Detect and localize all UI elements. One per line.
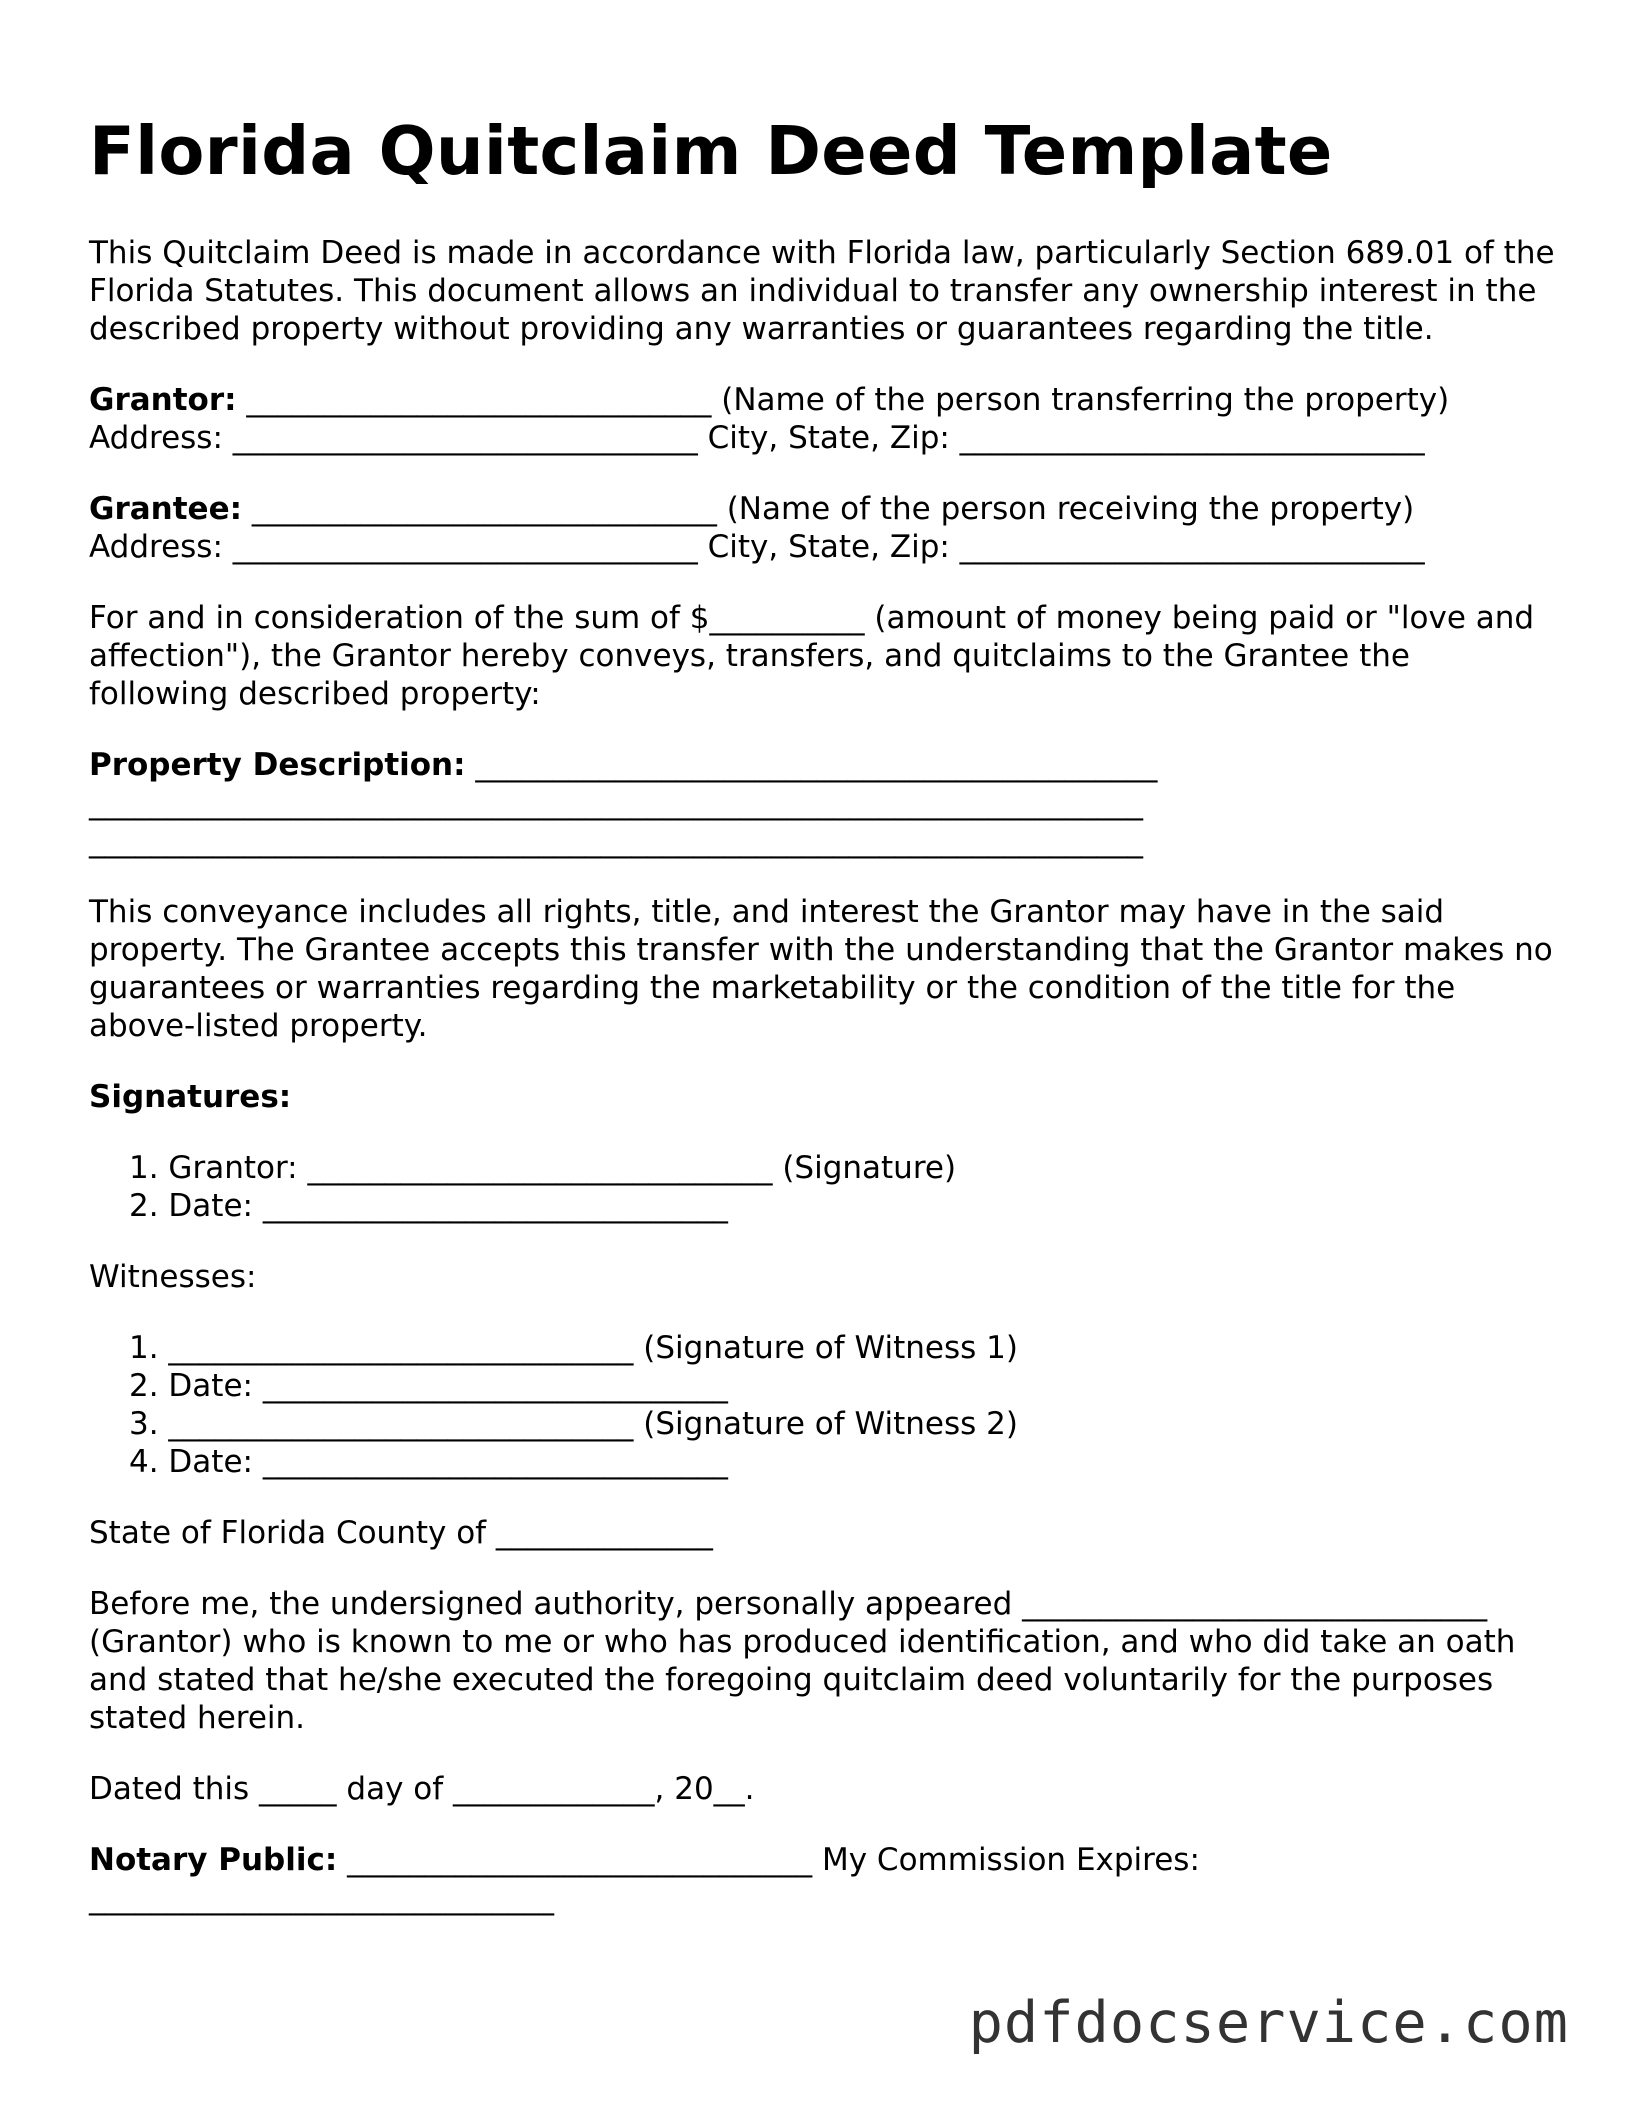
- property-description-field: ____________________________________________: [465, 747, 1158, 783]
- property-description-section: [89, 746, 1559, 860]
- grantor-address-line: Address: ______________________________ City, State, Zip: ______________________________: [89, 420, 1425, 456]
- intro-paragraph: This Quitclaim Deed is made in accordance with Florida law, particularly Section 689.01 of the Florida Statutes. This document allows an individual to transfer any ownership interest in the described property without providing any warranties or guarantees regarding the title.: [89, 235, 1555, 347]
- grantee-address-line: Address: ______________________________ City, State, Zip: ______________________________: [89, 529, 1425, 565]
- grantee-field: ______________________________ (Name of the person receiving the property): [242, 491, 1415, 527]
- grantor-line: [89, 381, 1559, 419]
- grantor-field: ______________________________ (Name of the person transferring the property): [236, 382, 1450, 418]
- list-item: 2. Date: ______________________________: [129, 1188, 728, 1224]
- witnesses-heading: Witnesses:: [89, 1259, 257, 1295]
- list-item: 4. Date: ______________________________: [129, 1444, 728, 1480]
- property-description-line: [89, 746, 1559, 784]
- list-item: 1. Grantor: ______________________________ (Signature): [129, 1150, 957, 1186]
- property-description-blank-1: ____________________________________________________________________: [89, 785, 1143, 821]
- conveyance-paragraph: This conveyance includes all rights, title, and interest the Grantor may have in the said property. The Grantee accepts this transfer with the understanding that the Grantor makes no guarantees or warranties regarding the marketability or the condition of the title for the above-listed property.: [89, 894, 1553, 1044]
- property-description-label: Property Description:: [89, 747, 466, 783]
- grantee-section: [89, 490, 1559, 566]
- notary-field: ______________________________ My Commission Expires: ______________________________: [89, 1842, 1200, 1916]
- list-item: 2. Date: ______________________________: [129, 1368, 728, 1404]
- grantee-label: Grantee:: [89, 491, 242, 527]
- grantor-label: Grantor:: [89, 382, 237, 418]
- consideration-paragraph: For and in consideration of the sum of $__________ (amount of money being paid or "love and affection"), the Grantor hereby conveys, transfers, and quitclaims to the Grantee the following described property:: [89, 600, 1535, 712]
- dated-line: Dated this _____ day of _____________, 20__.: [89, 1771, 755, 1807]
- notary-acknowledgment-paragraph: Before me, the undersigned authority, personally appeared ______________________________ (Grantor) who is known to me or who has produced identification, and who did take an oath and stated that he/she executed the foregoing quitclaim deed voluntarily for the purposes stated herein.: [89, 1586, 1516, 1736]
- grantor-section: [89, 381, 1559, 457]
- list-item: 3. ______________________________ (Signature of Witness 2): [129, 1406, 1018, 1442]
- grantee-line: [89, 490, 1559, 528]
- watermark-text: pdfdocservice.com: [968, 1990, 1569, 2056]
- witnesses-list: [89, 1329, 1559, 1481]
- notary-label: Notary Public:: [89, 1842, 338, 1878]
- signatures-heading: Signatures:: [89, 1079, 292, 1115]
- notary-line: [89, 1841, 1559, 1917]
- list-item: 1. ______________________________ (Signature of Witness 1): [129, 1330, 1018, 1366]
- page-title: Florida Quitclaim Deed Template: [89, 112, 1333, 190]
- document-page: [89, 108, 1559, 1917]
- signatures-list: [89, 1149, 1559, 1225]
- property-description-blank-2: ____________________________________________________________________: [89, 823, 1143, 859]
- county-line: State of Florida County of ______________: [89, 1515, 713, 1551]
